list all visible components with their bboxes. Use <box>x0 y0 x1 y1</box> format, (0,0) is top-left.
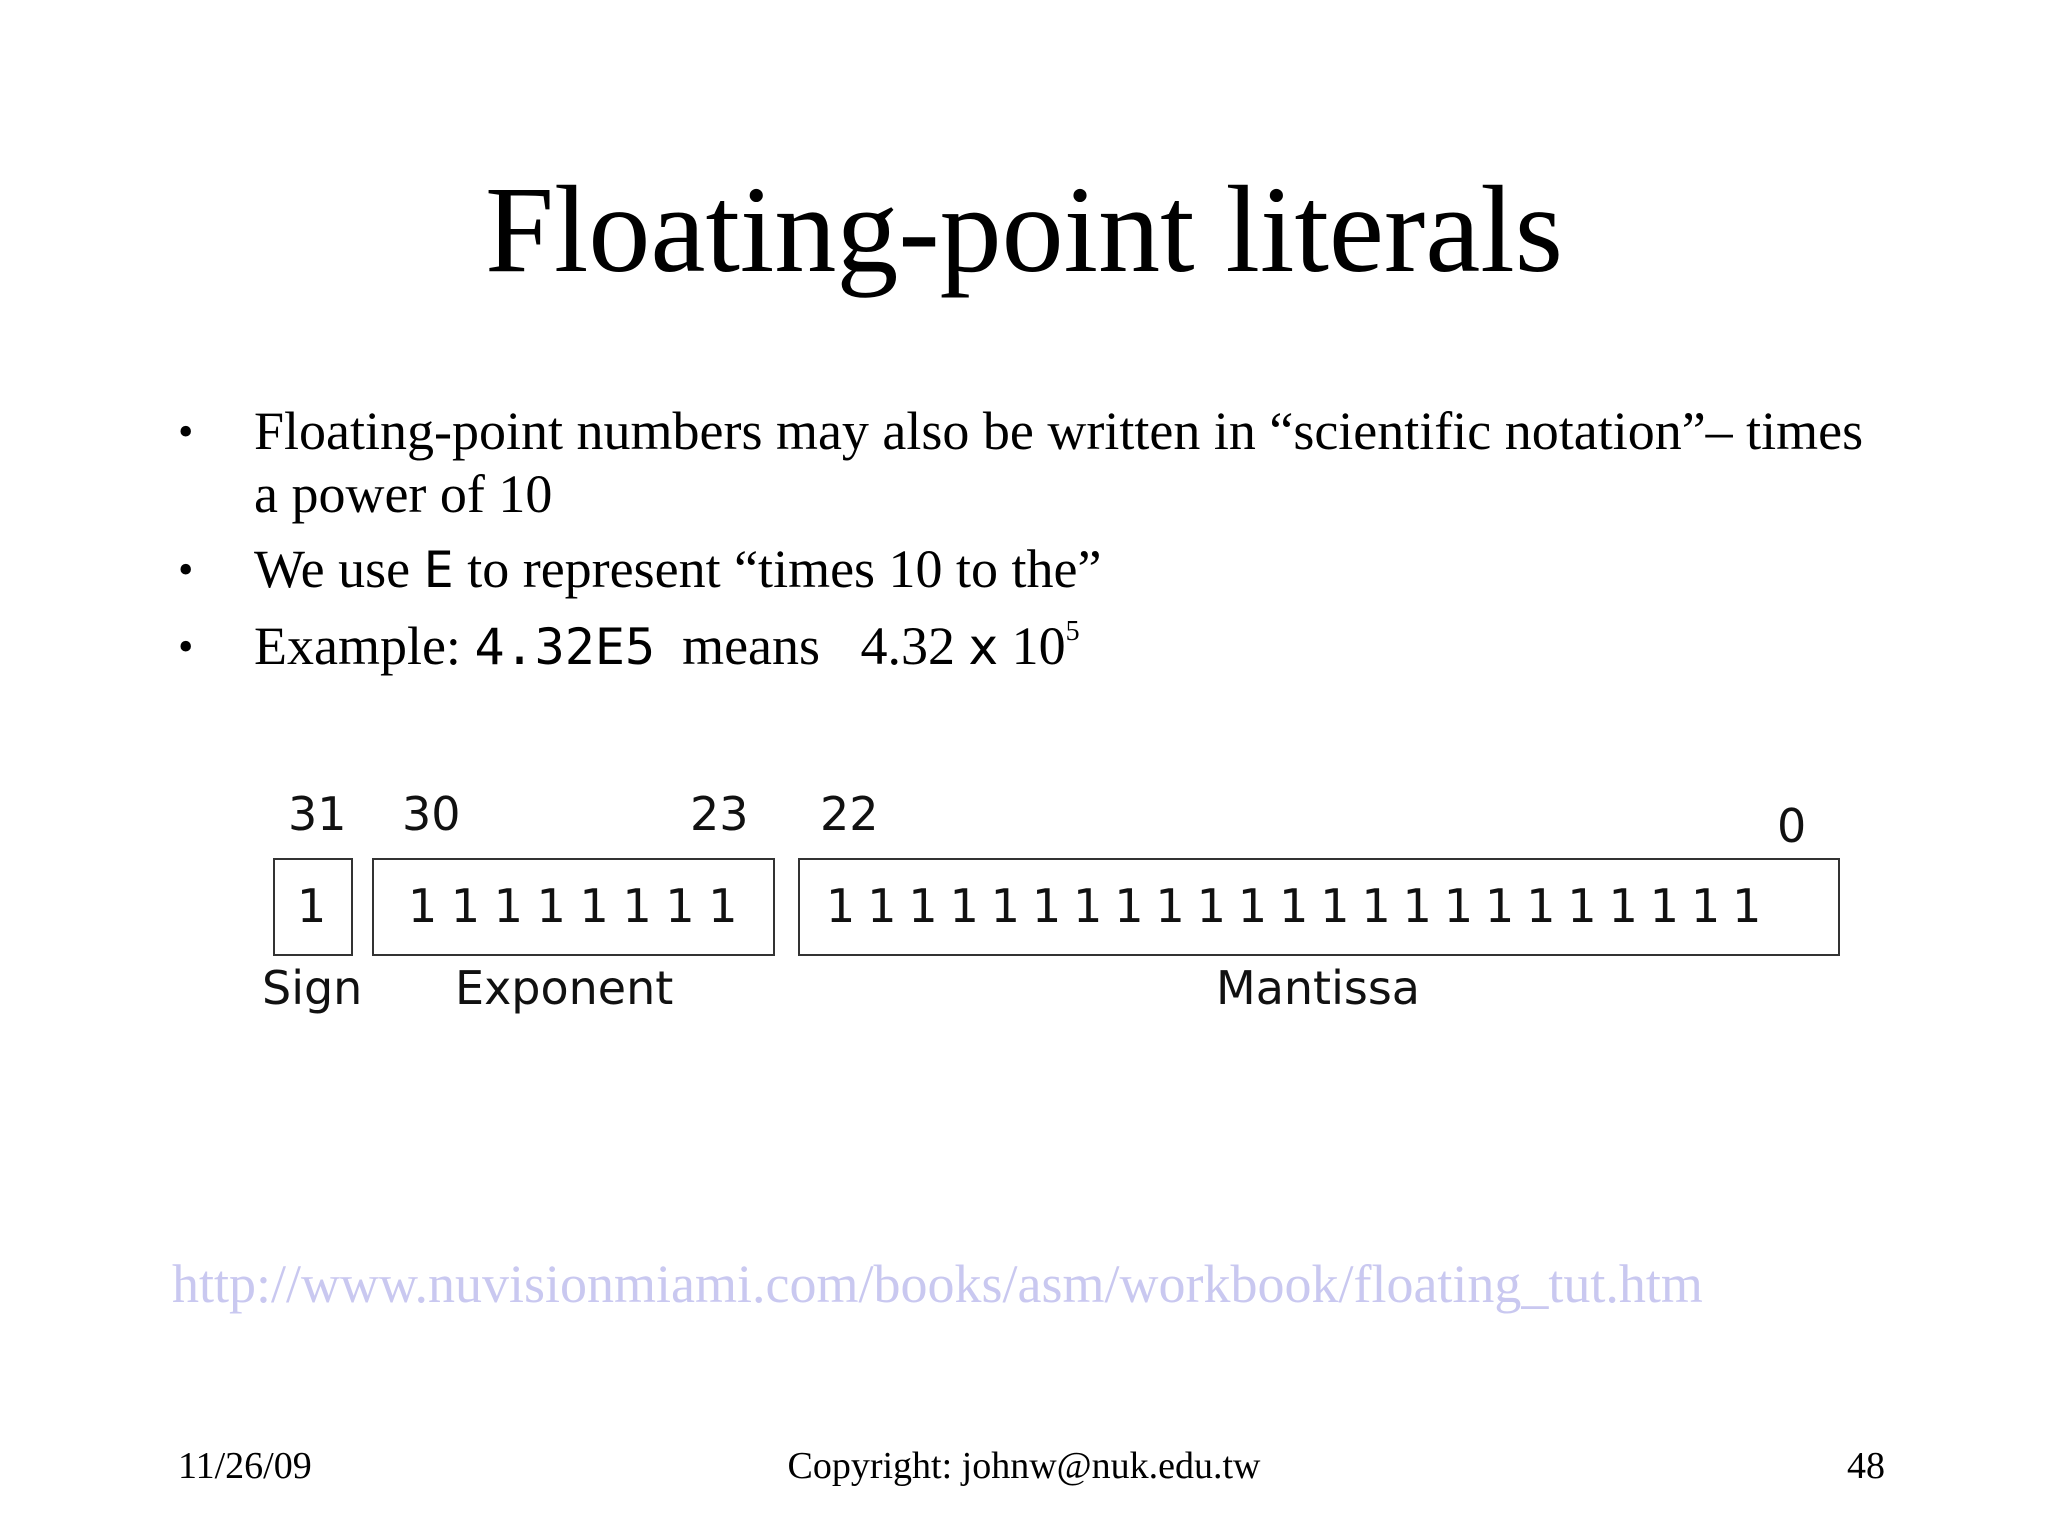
code-e: E <box>423 541 454 599</box>
label-exponent: Exponent <box>455 961 674 1015</box>
sign-bits: 1 <box>297 879 327 933</box>
bit-number-0: 0 <box>1777 799 1807 853</box>
bullet-text: to represent “times 10 to the” <box>453 539 1102 599</box>
bullet-text-scientific-notation: Floating-point numbers may also be written in “scientific notation”– times a power of 10 <box>254 401 1864 524</box>
power-base: 10 <box>998 616 1066 676</box>
bullet-dot: • <box>178 622 194 671</box>
bullet-text: Example: <box>254 616 475 676</box>
bit-number-31: 31 <box>288 787 347 841</box>
slide-title: Floating-point literals <box>485 161 1563 298</box>
bullet-text: means 4.32 <box>655 616 969 676</box>
bullet-text: We use <box>254 539 424 599</box>
source-url-link[interactable]: http://www.nuvisionmiami.com/books/asm/workbook/floating_tut.htm <box>172 1254 1703 1314</box>
label-sign: Sign <box>262 961 363 1015</box>
times-sign: x <box>968 618 999 676</box>
footer-page-number: 48 <box>1847 1445 1885 1487</box>
bit-number-22: 22 <box>820 787 879 841</box>
bit-number-23: 23 <box>690 787 749 841</box>
bullet-dot: • <box>178 407 194 456</box>
bullet-dot: • <box>178 545 194 594</box>
exponent-bits: 1 1 1 1 1 1 1 1 <box>408 879 737 933</box>
label-mantissa: Mantissa <box>1216 961 1420 1015</box>
footer-date: 11/26/09 <box>178 1445 312 1487</box>
mantissa-bits: 1 1 1 1 1 1 1 1 1 1 1 1 1 1 1 1 1 1 1 1 1 1 1 <box>826 879 1761 933</box>
bit-number-30: 30 <box>402 787 461 841</box>
code-example: 4.32E5 <box>474 618 656 676</box>
power-exponent: 5 <box>1065 616 1080 647</box>
footer-copyright: Copyright: johnw@nuk.edu.tw <box>787 1445 1261 1487</box>
